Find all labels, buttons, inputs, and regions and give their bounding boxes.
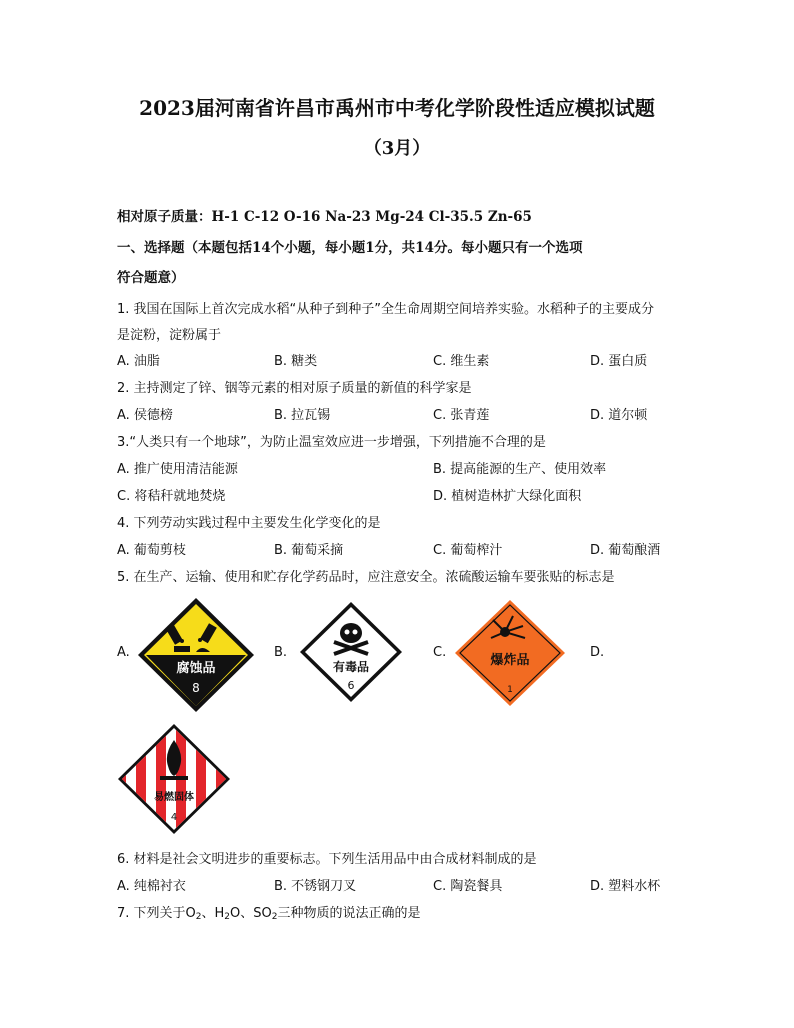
skull-toxic-sign-icon bbox=[298, 600, 404, 704]
q1-option-a: A. 油脂 bbox=[117, 354, 160, 369]
q4-option-a: A. 葡萄剪枝 bbox=[117, 543, 186, 558]
q1-option-b: B. 糖类 bbox=[274, 354, 318, 369]
flammable-solid-sign-icon bbox=[116, 722, 232, 836]
q3-option-a: A. 推广使用清洁能源 bbox=[117, 462, 238, 477]
q5-stem: 5. 在生产、运输、使用和贮存化学药品时，应注意安全。浓硫酸运输车要张贴的标志是 bbox=[117, 570, 615, 585]
explosive-sign-icon bbox=[453, 598, 567, 708]
q2-stem: 2. 主持测定了锌、铟等元素的相对原子质量的新值的科学家是 bbox=[117, 381, 472, 396]
q2-option-a: A. 侯德榜 bbox=[117, 408, 173, 423]
q6-stem: 6. 材料是社会文明进步的重要标志。下列生活用品中由合成材料制成的是 bbox=[117, 852, 537, 867]
sign-c-class: 1 bbox=[507, 685, 513, 695]
q3-option-b: B. 提高能源的生产、使用效率 bbox=[433, 462, 607, 477]
sign-b-label: 有毒品 bbox=[332, 660, 370, 674]
q4-option-c: C. 葡萄榨汁 bbox=[433, 543, 503, 558]
q2-option-b: B. 拉瓦锡 bbox=[274, 408, 331, 423]
q3-option-c: C. 将秸秆就地焚烧 bbox=[117, 489, 226, 504]
sign-d-label: 易燃固体 bbox=[154, 792, 194, 803]
q6-option-b: B. 不锈钢刀叉 bbox=[274, 879, 357, 894]
q4-option-b: B. 葡萄采摘 bbox=[274, 543, 344, 558]
q1-stem-line2: 是淀粉，淀粉属于 bbox=[117, 328, 222, 343]
q1-option-d: D. 蛋白质 bbox=[590, 354, 648, 369]
exam-title: 2023届河南省许昌市禹州市中考化学阶段性适应模拟试题 bbox=[139, 96, 655, 120]
q6-option-d: D. 塑料水杯 bbox=[590, 879, 661, 894]
q6-option-a: A. 纯棉衬衣 bbox=[117, 879, 186, 894]
corrosive-sign-icon bbox=[136, 596, 256, 714]
exam-subtitle: （3月） bbox=[363, 138, 431, 159]
q3-stem: 3.“人类只有一个地球”，为防止温室效应进一步增强，下列措施不合理的是 bbox=[117, 435, 546, 450]
q2-option-c: C. 张青莲 bbox=[433, 408, 490, 423]
q1-stem-line1: 1. 我国在国际上首次完成水稻“从种子到种子”全生命周期空间培养实验。水稻种子的主要成分 bbox=[117, 302, 655, 317]
sign-c-label: 爆炸品 bbox=[490, 653, 530, 668]
q4-stem: 4. 下列劳动实践过程中主要发生化学变化的是 bbox=[117, 516, 381, 531]
q3-option-d: D. 植树造林扩大绿化面积 bbox=[433, 489, 582, 504]
q5-option-a: A. bbox=[117, 645, 130, 660]
sign-a-label: 腐蚀品 bbox=[176, 661, 216, 676]
section-heading-line1: 一、选择题（本题包括14个小题，每小题1分，共14分。每小题只有一个选项 bbox=[117, 240, 583, 256]
sign-a-class: 8 bbox=[192, 681, 200, 695]
atomic-masses: 相对原子质量：H-1 C-12 O-16 Na-23 Mg-24 Cl-35.5 Zn-65 bbox=[117, 209, 532, 225]
q6-option-c: C. 陶瓷餐具 bbox=[433, 879, 503, 894]
q5-option-d: D. bbox=[590, 645, 605, 660]
q4-option-d: D. 葡萄酿酒 bbox=[590, 543, 661, 558]
q5-option-b: B. bbox=[274, 645, 288, 660]
sign-d-class: 4 bbox=[170, 812, 178, 823]
section-heading-line2: 符合题意） bbox=[117, 270, 185, 286]
q1-option-c: C. 维生素 bbox=[433, 354, 490, 369]
q5-option-c: C. bbox=[433, 645, 447, 660]
sign-b-class: 6 bbox=[347, 679, 355, 692]
q7-stem: 7. 下列关于$O_2$、$H_2O$、$SO_2$三种物质的说法正确的是 bbox=[117, 906, 421, 922]
q2-option-d: D. 道尔顿 bbox=[590, 408, 648, 423]
